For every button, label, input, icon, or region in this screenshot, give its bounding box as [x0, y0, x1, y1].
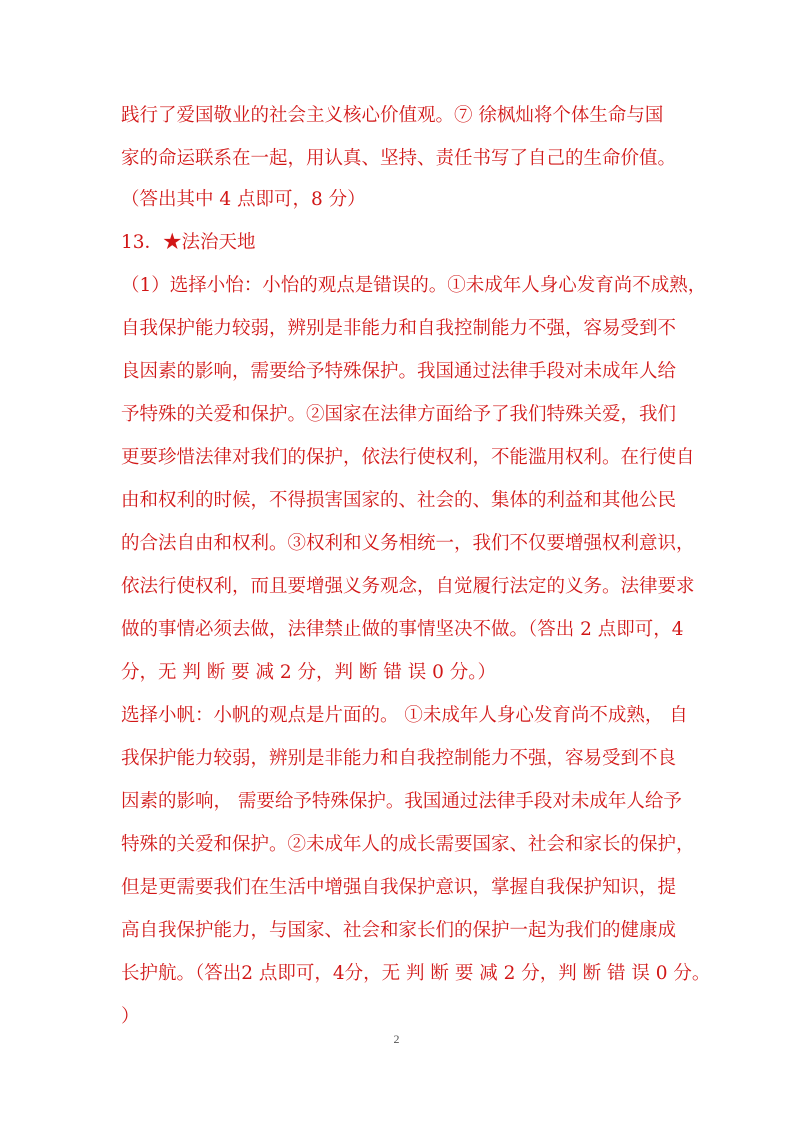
text-line: 因素的影响， 需要给予特殊保护。我国通过法律手段对未成年人给予	[121, 791, 682, 812]
text-line: 由和权利的时候，不得损害国家的、社会的、集体的利益和其他公民	[121, 490, 677, 511]
text-line: 长护航。（答出2 点即可，4分，无 判 断 要 减 2 分，判 断 错 误 0 分。	[121, 963, 711, 984]
text-line: （答出其中 4 点即可，8 分）	[121, 189, 366, 210]
text-line: 家的命运联系在一起，用认真、坚持、责任书写了自己的生命价值。	[121, 148, 677, 169]
text-line: 予特殊的关爱和保护。②国家在法律方面给予了我们特殊关爱，我们	[121, 404, 677, 425]
text-line: 自我保护能力较弱，辨别是非能力和自我控制能力不强，容易受到不	[121, 318, 677, 339]
text-line: 选择小帆：小帆的观点是片面的。 ①未成年人身心发育尚不成熟， 自	[121, 705, 688, 726]
text-line: ）	[121, 1006, 140, 1027]
text-line: 依法行使权利，而且要增强义务观念，自觉履行法定的义务。法律要求	[121, 576, 695, 597]
text-line: 更要珍惜法律对我们的保护，依法行使权利，不能滥用权利。在行使自	[121, 447, 695, 468]
text-line: 我保护能力较弱，辨别是非能力和自我控制能力不强，容易受到不良	[121, 748, 677, 769]
text-line: 良因素的影响，需要给予特殊保护。我国通过法律手段对未成年人给	[121, 361, 677, 382]
page-number: 2	[393, 1032, 400, 1046]
text-line: 高自我保护能力，与国家、社会和家长们的保护一起为我们的健康成	[121, 920, 677, 941]
text-line: （1）选择小怡：小怡的观点是错误的。①未成年人身心发育尚不成熟，	[121, 275, 707, 296]
text-line: 但是更需要我们在生活中增强自我保护意识，掌握自我保护知识，提	[121, 877, 677, 898]
text-line: 做的事情必须去做，法律禁止做的事情坚决不做。（答出 2 点即可，4	[121, 619, 684, 640]
section-heading: 13．★法治天地	[121, 232, 256, 253]
text-line: 特殊的关爱和保护。②未成年人的成长需要国家、社会和家长的保护，	[121, 834, 695, 855]
text-line: 分，无 判 断 要 减 2 分，判 断 错 误 0 分。）	[121, 662, 496, 683]
text-line: 的合法自由和权利。③权利和义务相统一，我们不仅要增强权利意识，	[121, 533, 695, 554]
text-line: 践行了爱国敬业的社会主义核心价值观。⑦ 徐枫灿将个体生命与国	[121, 105, 664, 126]
